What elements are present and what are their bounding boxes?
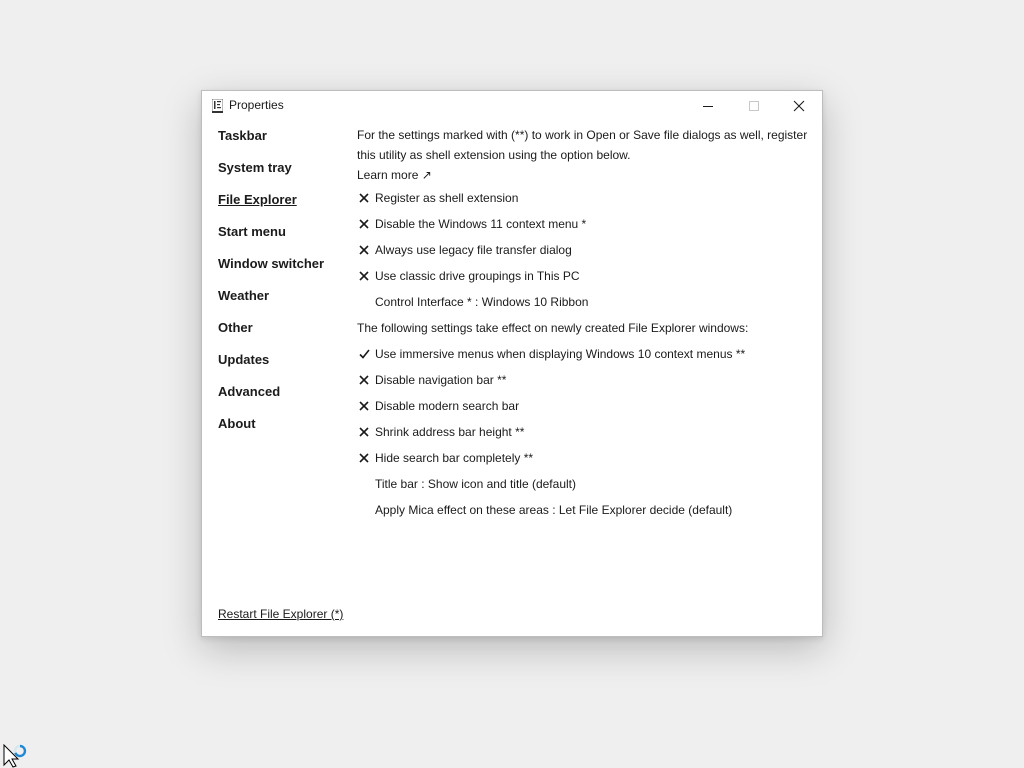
setting-label: Hide search bar completely ** (375, 451, 534, 465)
setting-label: Control Interface * : Windows 10 Ribbon (375, 295, 589, 309)
x-mark-icon (357, 393, 371, 419)
sidebar-item-file-explorer[interactable]: File Explorer (218, 192, 297, 207)
maximize-button[interactable] (731, 91, 777, 121)
setting-legacy-file-transfer[interactable] (357, 237, 812, 263)
setting-label: Use immersive menus when displaying Windows 10 context menus ** (375, 347, 746, 361)
title-bar[interactable] (202, 91, 822, 121)
setting-disable-modern-search-bar[interactable] (357, 393, 812, 419)
checkmark-icon (357, 341, 371, 367)
setting-label: Disable modern search bar (375, 399, 520, 413)
app-icon (212, 99, 223, 113)
setting-mica-effect[interactable] (357, 497, 812, 523)
minimize-icon (702, 100, 714, 112)
sidebar-item-updates[interactable]: Updates (218, 352, 270, 367)
x-mark-icon (357, 211, 371, 237)
x-mark-icon (357, 445, 371, 471)
setting-classic-drive-groupings[interactable] (357, 263, 812, 289)
busy-cursor-icon (3, 744, 29, 768)
window-title: Properties (229, 98, 284, 112)
sidebar-item-taskbar[interactable]: Taskbar (218, 128, 267, 143)
learn-more-link[interactable]: Learn more ↗ (357, 168, 432, 182)
settings-panel (357, 125, 812, 523)
x-mark-icon (357, 367, 371, 393)
properties-window (201, 90, 823, 637)
maximize-icon (748, 100, 760, 112)
x-mark-icon (357, 263, 371, 289)
minimize-button[interactable] (685, 91, 731, 121)
sidebar-nav (218, 129, 348, 449)
sidebar-item-about[interactable]: About (218, 416, 256, 431)
sidebar-item-window-switcher[interactable]: Window switcher (218, 256, 325, 271)
setting-control-interface[interactable] (357, 289, 812, 315)
setting-label: Title bar : Show icon and title (default) (375, 477, 576, 491)
setting-disable-win11-context-menu[interactable] (357, 211, 812, 237)
sidebar-item-weather[interactable]: Weather (218, 288, 270, 303)
setting-label: Use classic drive groupings in This PC (375, 269, 580, 283)
setting-label: Register as shell extension (375, 191, 519, 205)
restart-file-explorer-link[interactable]: Restart File Explorer (*) (218, 607, 344, 621)
x-mark-icon (357, 185, 371, 211)
setting-label: Disable the Windows 11 context menu * (375, 217, 587, 231)
setting-shrink-address-bar[interactable] (357, 419, 812, 445)
setting-label: Always use legacy file transfer dialog (375, 243, 572, 257)
sidebar-item-system-tray[interactable]: System tray (218, 160, 292, 175)
sidebar-item-advanced[interactable]: Advanced (218, 384, 281, 399)
section-heading: The following settings take effect on newly created File Explorer windows: (357, 321, 749, 335)
setting-label: Apply Mica effect on these areas : Let File Explorer decide (default) (375, 503, 733, 517)
sidebar-item-start-menu[interactable]: Start menu (218, 224, 286, 239)
close-button[interactable] (776, 91, 822, 121)
setting-label: Disable navigation bar ** (375, 373, 507, 387)
setting-title-bar[interactable] (357, 471, 812, 497)
setting-register-shell-extension[interactable] (357, 185, 812, 211)
x-mark-icon (357, 419, 371, 445)
close-icon (793, 100, 805, 112)
intro-text: For the settings marked with (**) to work in Open or Save file dialogs as well, register this utility as shell extension using the option below. (357, 128, 808, 162)
setting-disable-navigation-bar[interactable] (357, 367, 812, 393)
setting-immersive-menus[interactable] (357, 341, 812, 367)
setting-hide-search-bar[interactable] (357, 445, 812, 471)
sidebar-item-other[interactable]: Other (218, 320, 253, 335)
x-mark-icon (357, 237, 371, 263)
setting-label: Shrink address bar height ** (375, 425, 525, 439)
